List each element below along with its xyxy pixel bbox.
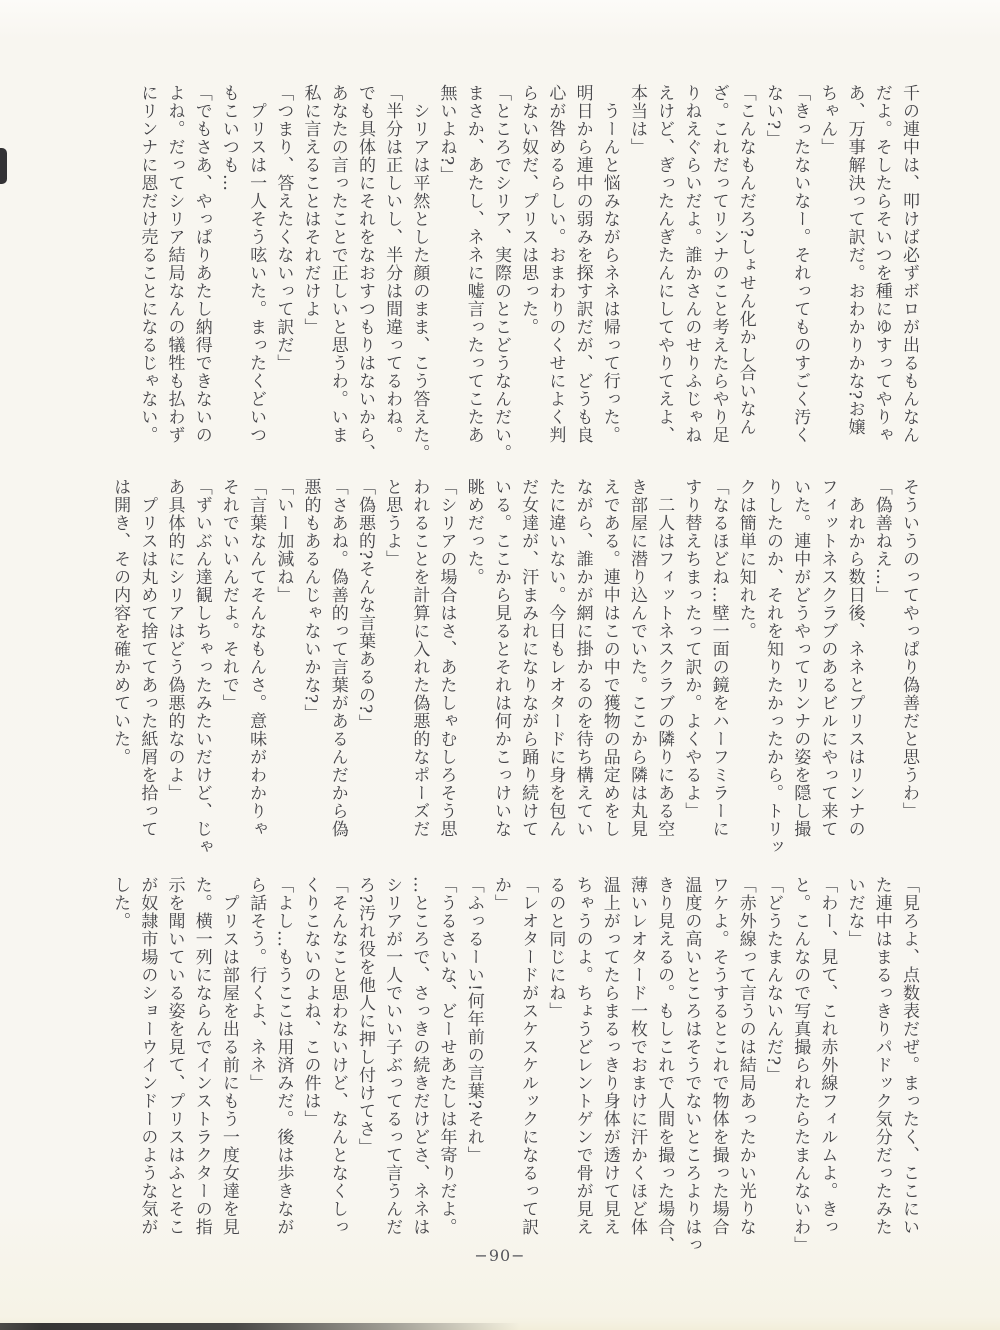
text-column: 千の連中は、叩けば必ずボロが出るもんなん: [899, 84, 919, 444]
text-column: 温度の高いところはそうでないところよりはっ: [681, 876, 702, 1254]
scan-artifact-left-edge: [0, 148, 7, 184]
text-column: 「こんなもんだろ?しょせん化かし合いなん: [735, 84, 756, 437]
text-column: 「さあね。偽善的って言葉があるんだから偽: [327, 478, 348, 838]
text-column: …ところで、さっきの続きだけどさ、ネネは: [409, 876, 430, 1236]
text-column: 「きったないなー。それってものすごく汚く: [790, 84, 811, 444]
text-column: 「見ろよ、点数表だぜ。まったく、ここにい: [899, 876, 919, 1236]
text-column: えである。連中はこの中で獲物の品定めをし: [599, 478, 620, 838]
text-column: くりこないのよね、この件は」: [300, 876, 321, 1128]
text-column: ざ。これだってリンナのこと考えたらやり足: [708, 84, 729, 444]
text-column: と。こんなので写真撮られたらたまんないわ」: [790, 876, 811, 1254]
text-column: 無いよね?」: [436, 84, 457, 185]
text-column: らない奴だ、プリスは思った。: [518, 84, 539, 336]
text-column: りねえぐらいだよ。誰かさんのせりふじゃね: [681, 84, 702, 444]
text-column: だよ。そしたらそいつを種にゆすってやりゃ: [871, 84, 892, 444]
text-column: もこいつも…: [218, 84, 239, 192]
text-column: 「そんなこと思わないけど、なんとなくしっ: [327, 876, 348, 1236]
text-column: あなたの言ったことで正しいと思うわ。いま: [327, 84, 348, 444]
text-band-bottom: [106, 876, 922, 1258]
text-column: 「わー、見て、これ赤外線フィルムよ。きっ: [817, 876, 838, 1236]
text-column: そういうのってやっぱり偽善だと思うわ」: [899, 478, 919, 820]
text-column: でも具体的にそれをなおすつもりはないから、: [354, 84, 375, 462]
text-column: か」: [490, 876, 511, 912]
text-column: 心が咎めるらしい。おまわりのくせによく判: [545, 84, 566, 444]
text-column: 「言葉なんてそんなもんさ。意味がわかりゃ: [246, 478, 267, 838]
text-column: あ具体的にシリアはどう偽悪的なのよ」: [164, 478, 185, 802]
text-column: き部屋に潜り込んでいた。ここから隣は丸見: [626, 478, 647, 838]
text-column: クは簡単に知れた。: [735, 478, 756, 640]
text-column: 明日から連中の弱みを探す訳だが、どうも良: [572, 84, 593, 444]
text-column: プリスは部屋を出る前にもう一度女達を見: [218, 876, 239, 1236]
text-column: プリスは一人そう呟いた。まったくどいつ: [246, 84, 267, 444]
text-column: 「よし…もうここは用済みだ。後は歩きなが: [273, 876, 294, 1236]
text-column: 「偽悪的?そんな言葉あるの?」: [354, 478, 375, 733]
text-band-middle: [106, 478, 922, 860]
text-column: いた。連中がどうやってリンナの姿を隠し撮: [790, 478, 811, 838]
text-column: ちゃうのよ。ちょうどレントゲンで骨が見え: [572, 876, 593, 1236]
text-column: すり替えちまったって訳か。よくやるよ」: [681, 478, 702, 820]
text-column: われることを計算に入れた偽悪的なポーズだ: [409, 478, 430, 838]
text-column: た。横一列にならんでインストラクターの指: [191, 876, 212, 1236]
text-column: きり見えるの。もしこれで人間を撮った場合、: [654, 876, 675, 1254]
text-column: あ、万事解決って訳だ。おわかりかな?お嬢: [844, 84, 865, 437]
text-column: 二人はフィットネスクラブの隣りにある空: [654, 478, 675, 838]
text-column: ながら、誰かが網に掛かるのを待ち構えてい: [572, 478, 593, 838]
text-column: あれから数日後、ネネとプリスはリンナの: [844, 478, 865, 838]
scan-artifact-bottom-edge: [0, 1323, 520, 1330]
text-column: 眺めだった。: [463, 478, 484, 586]
text-column: 「なるほどね…壁一面の鏡をハーフミラーに: [708, 478, 729, 838]
text-column: それでいいんだよ。それで」: [218, 478, 239, 712]
text-column: 薄いレオタード一枚でおまけに汗かくほど体: [626, 876, 647, 1236]
text-column: ら話そう。行くよ、ネネ」: [246, 876, 267, 1092]
text-column: 「うるさいな、どーせあたしは年寄りだよ。: [436, 876, 457, 1236]
text-column: えけど、ぎったんぎたんにしてやりてえよ、: [654, 84, 675, 444]
text-column: は開き、その内容を確かめていた。: [110, 478, 131, 766]
text-column: 「いー加減ね」: [273, 478, 294, 604]
text-column: シリアが一人でいい子ぶってるって言うんだ: [382, 876, 403, 1236]
text-column: 示を聞いている姿を見て、プリスはふとそこ: [164, 876, 185, 1236]
text-column: 私に言えることはそれだけよ」: [300, 84, 321, 336]
text-column: 「偽善ねえ…」: [871, 478, 892, 604]
text-column: よね。だってシリア結局なんの犠牲も払わず: [164, 84, 185, 444]
text-column: 「シリアの場合はさ、あたしゃむしろそう思: [436, 478, 457, 838]
text-band-top: [133, 84, 922, 466]
page-number: −90−: [474, 1246, 526, 1265]
text-column: した。: [110, 876, 131, 930]
text-column: シリアは平然とした顔のまま、こう答えた。: [409, 84, 430, 462]
text-column: 「でもさあ、やっぱりあたし納得できないの: [191, 84, 212, 444]
text-column: 「どうたまんないんだ?」: [762, 876, 783, 1085]
text-column: 「ところでシリア、実際のとこどうなんだい。: [490, 84, 511, 462]
text-column: にリンナに恩だけ売ることになるじゃない。: [137, 84, 158, 444]
text-column: ない?」: [762, 84, 783, 149]
text-column: 「半分は正しいし、半分は間違ってるわね。: [382, 84, 403, 444]
text-column: 「つまり、答えたくないって訳だ」: [273, 84, 294, 372]
text-column: プリスは丸めて捨ててあった紙屑を拾って: [137, 478, 158, 838]
text-column: りしたのか、それを知りたかったから。トリッ: [762, 478, 783, 856]
text-column: ろ?汚れ役を他人に押し付けてさ」: [354, 876, 375, 1157]
text-column: 本当は」: [626, 84, 647, 156]
text-column: た連中はまるっきりパドック気分だったみた: [871, 876, 892, 1236]
text-column: と思うよ」: [382, 478, 403, 568]
text-column: が奴隷市場のショーウインドーのような気が: [137, 876, 158, 1236]
text-column: 悪的もあるんじゃないかな?」: [300, 478, 321, 723]
text-column: だ女達が、汗まみれになりながら踊り続けて: [518, 478, 539, 838]
text-column: 「レオタードがスケスケルックになるって訳: [518, 876, 539, 1236]
text-column: うーんと悩みながらネネは帰って行った。: [599, 84, 620, 444]
text-column: 「赤外線って言うのは結局あったかい光りな: [735, 876, 756, 1236]
text-column: いる。ここから見るとそれは何かこっけいな: [490, 478, 511, 838]
text-column: 温上がってたらまるっきり身体が透けて見え: [599, 876, 620, 1236]
text-column: まさか、あたし、ネネに嘘言ったってこたあ: [463, 84, 484, 444]
text-column: るのと同じにね」: [545, 876, 566, 1020]
text-column: フィットネスクラブのあるビルにやって来て: [817, 478, 838, 838]
text-column: いだな」: [844, 876, 865, 948]
text-column: 「ふっるーい!何年前の言葉?それ」: [463, 876, 484, 1164]
text-column: ちゃん」: [817, 84, 838, 156]
text-column: 「ずいぶん達観しちゃったみたいだけど、じゃ: [191, 478, 212, 856]
text-column: たに違いない。今日もレオタードに身を包ん: [545, 478, 566, 838]
text-column: ワケよ。そうするとこれで物体を撮った場合: [708, 876, 729, 1236]
